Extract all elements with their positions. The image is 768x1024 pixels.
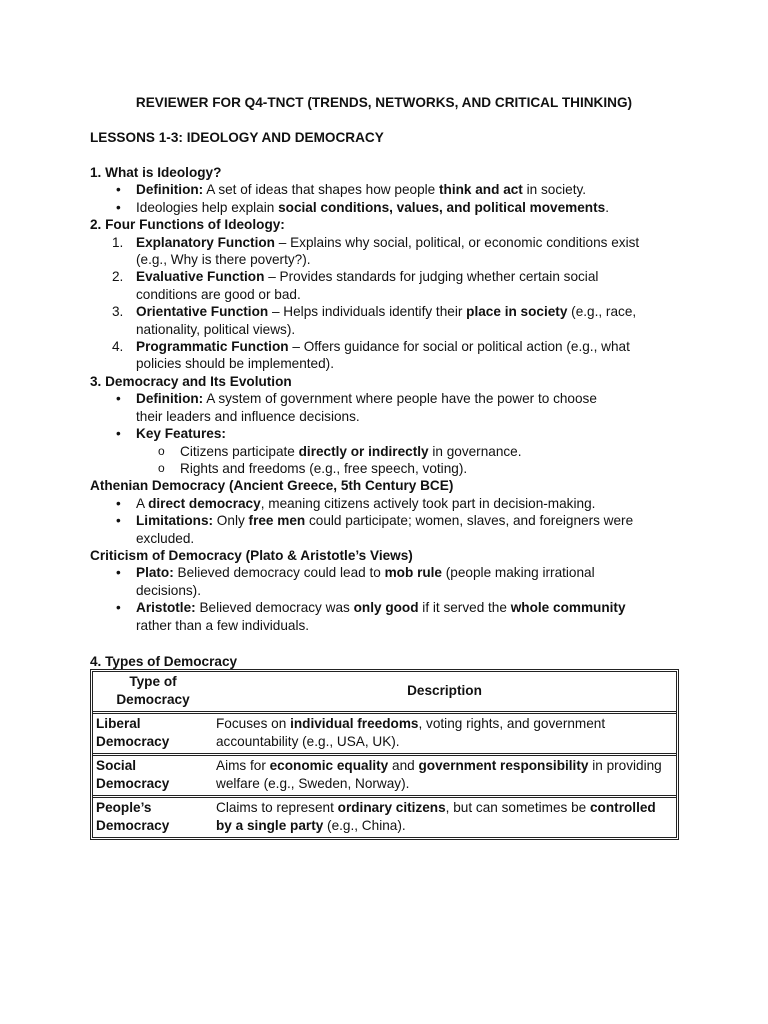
table-row	[93, 753, 676, 795]
section-heading-criticism: Criticism of Democracy (Plato & Aristotle’s Views)	[90, 547, 413, 563]
table-cell-description: Claims to represent ordinary citizens, but can sometimes be controlled by a single party (e.g., China).	[213, 795, 676, 837]
document-title: REVIEWER FOR Q4-TNCT (TRENDS, NETWORKS, AND CRITICAL THINKING)	[135, 95, 633, 110]
section-heading-functions: 2. Four Functions of Ideology:	[90, 217, 285, 233]
section-heading-ideology: 1. What is Ideology?	[90, 165, 222, 180]
table-cell-type: Liberal Democracy	[93, 711, 213, 753]
list-item: • A direct democracy, meaning citizens actively took part in decision-making.	[90, 495, 690, 512]
table-row	[93, 795, 676, 837]
table-row	[93, 711, 676, 753]
column-header-type: Type of Democracy	[116, 674, 190, 707]
section-heading-types: 4. Types of Democracy	[90, 654, 238, 669]
document-body	[90, 164, 690, 634]
table-cell-description: Aims for economic equality and government responsibility in providing welfare (e.g., Sweden, Norway).	[213, 753, 676, 795]
list-item: 3. Orientative Function – Helps individuals identify their place in society (e.g., race, nationality, political views).	[112, 304, 637, 337]
table-cell-description: Focuses on individual freedoms, voting rights, and government accountability (e.g., USA, UK).	[213, 711, 676, 753]
list-item: • Key Features:	[90, 425, 690, 442]
list-item: 4. Programmatic Function – Offers guidance for social or political action (e.g., what policies should be implemented).	[112, 339, 630, 372]
list-item: • Limitations: Only free men could participate; women, slaves, and foreigners were excluded.	[90, 512, 690, 547]
table-cell-type: People’s Democracy	[93, 795, 213, 837]
list-item: 1. Explanatory Function – Explains why social, political, or economic conditions exist (e.g., Why is there poverty?).	[112, 234, 640, 268]
section-heading-athenian: Athenian Democracy (Ancient Greece, 5th Century BCE)	[90, 478, 454, 494]
list-item: • Aristotle: Believed democracy was only good if it served the whole community rather than a few individuals.	[90, 599, 690, 634]
section-heading-democracy: 3. Democracy and Its Evolution	[90, 373, 292, 389]
sub-list-item: o Citizens participate directly or indirectly in governance.	[90, 443, 690, 460]
democracy-types-table	[90, 669, 679, 840]
table-cell-type: Social Democracy	[93, 753, 213, 795]
sub-list-item: o Rights and freedoms (e.g., free speech, voting).	[90, 460, 690, 477]
table-header-row	[93, 672, 676, 711]
list-item: • Definition: A system of government where people have the power to choose their leaders and influence decisions.	[90, 390, 690, 425]
list-item: • Ideologies help explain social conditions, values, and political movements.	[90, 199, 690, 216]
list-item: 2. Evaluative Function – Provides standards for judging whether certain social conditions are good or bad.	[112, 269, 599, 302]
column-header-description: Description	[407, 683, 482, 698]
lesson-heading: LESSONS 1-3: IDEOLOGY AND DEMOCRACY	[90, 130, 384, 145]
list-item: • Definition: A set of ideas that shapes how people think and act in society.	[90, 181, 690, 198]
list-item: • Plato: Believed democracy could lead to mob rule (people making irrational decisions).	[90, 564, 690, 599]
